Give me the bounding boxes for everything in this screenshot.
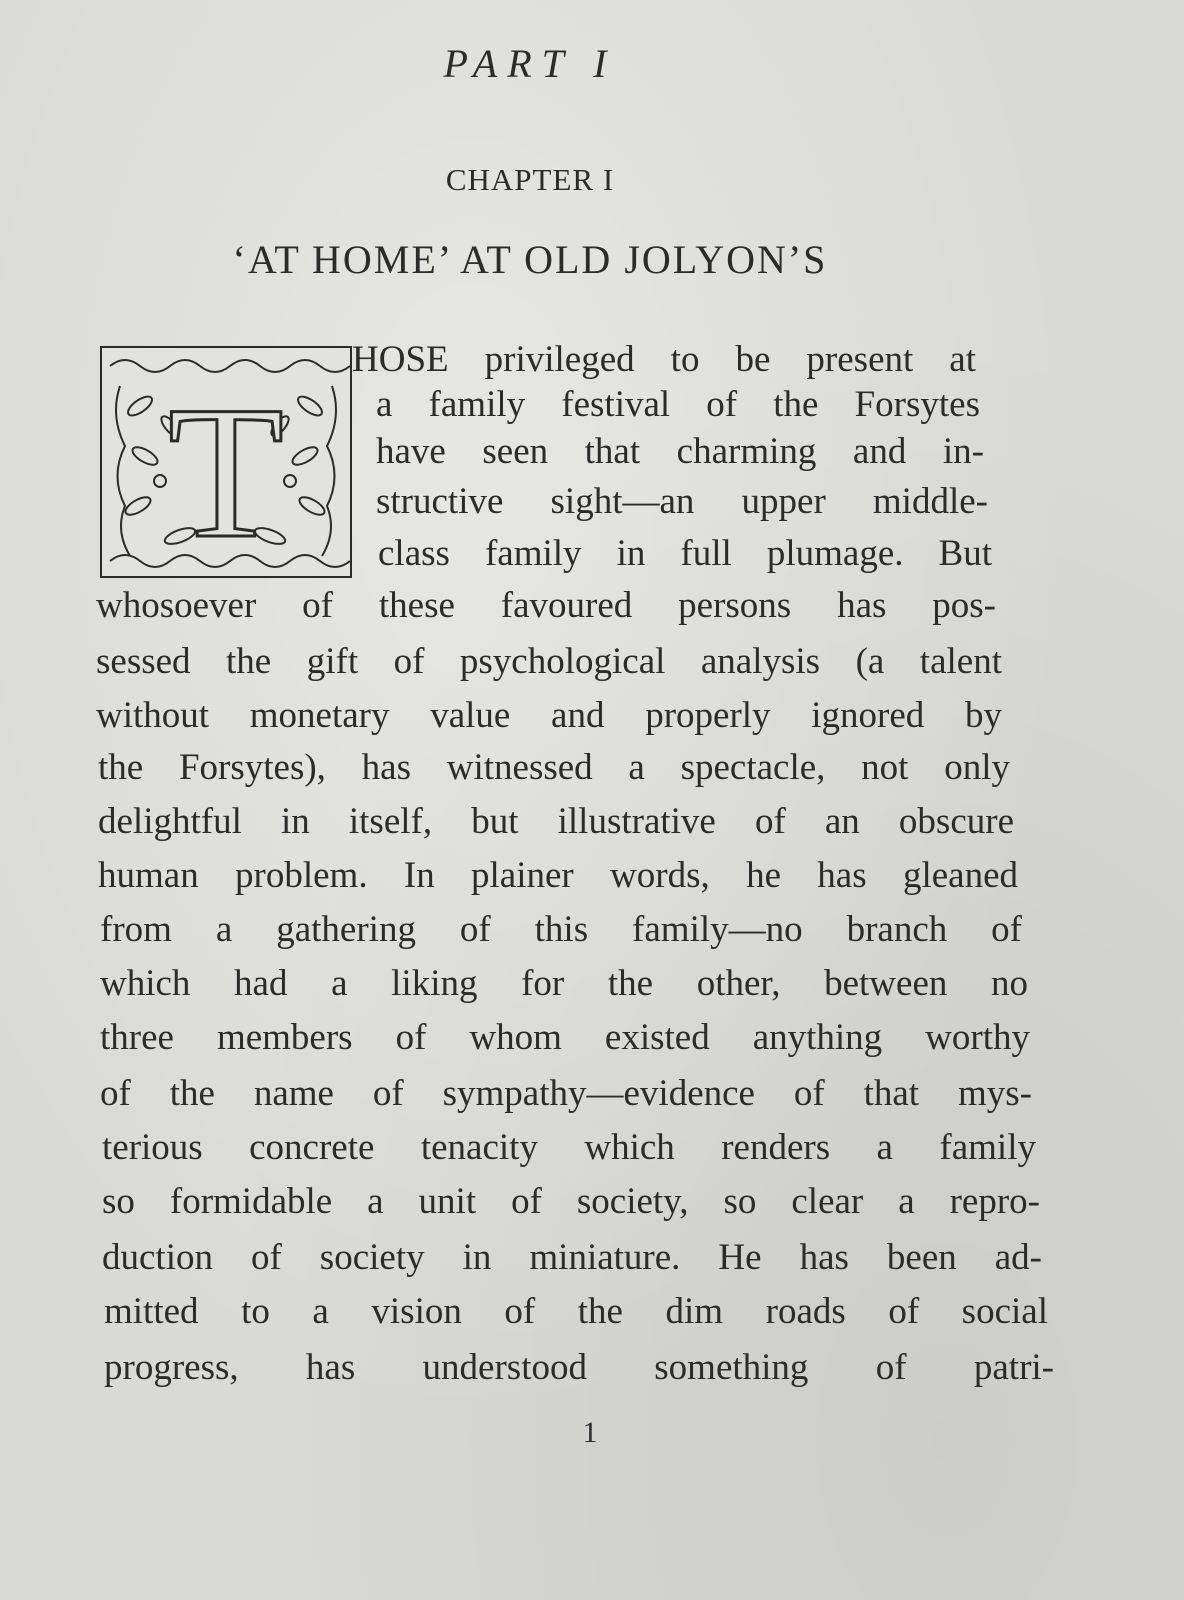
body-line: class family in full plumage. But bbox=[378, 533, 992, 574]
body-line: progress, has understood something of patri- bbox=[104, 1347, 1054, 1388]
chapter-title: ‘AT HOME’ AT OLD JOLYON’S bbox=[232, 237, 828, 282]
body-line: a family festival of the Forsytes bbox=[376, 384, 980, 425]
body-line: duction of society in miniature. He has been ad- bbox=[102, 1237, 1042, 1278]
body-line: of the name of sympathy—evidence of that mys- bbox=[100, 1073, 1032, 1114]
body-line: without monetary value and properly ignored by bbox=[96, 695, 1002, 736]
body-line: HOSE privileged to be present at bbox=[352, 339, 976, 380]
body-line: sessed the gift of psychological analysis (a talent bbox=[96, 641, 1002, 682]
body-line: human problem. In plainer words, he has gleaned bbox=[98, 855, 1018, 896]
body-line: terious concrete tenacity which renders a family bbox=[102, 1127, 1036, 1168]
body-line: delightful in itself, but illustrative of an obscure bbox=[98, 801, 1014, 842]
body-line: three members of whom existed anything worthy bbox=[100, 1017, 1030, 1058]
body-line: structive sight—an upper middle- bbox=[376, 481, 988, 522]
body-line: have seen that charming and in- bbox=[376, 431, 984, 472]
body-line: the Forsytes), has witnessed a spectacle, not only bbox=[98, 747, 1010, 788]
body-line: so formidable a unit of society, so clear a repro- bbox=[102, 1181, 1040, 1222]
drop-cap-letter: T bbox=[167, 368, 285, 578]
chapter-label: CHAPTER I bbox=[445, 162, 615, 197]
body-line: which had a liking for the other, between no bbox=[100, 963, 1028, 1004]
body-line: from a gathering of this family—no branch of bbox=[100, 909, 1022, 950]
part-heading: PART I bbox=[443, 41, 617, 86]
body-line: whosoever of these favoured persons has pos- bbox=[96, 585, 996, 626]
drop-cap-illustration bbox=[100, 346, 352, 578]
page-number: 1 bbox=[582, 1416, 598, 1449]
body-line: mitted to a vision of the dim roads of social bbox=[104, 1291, 1048, 1332]
